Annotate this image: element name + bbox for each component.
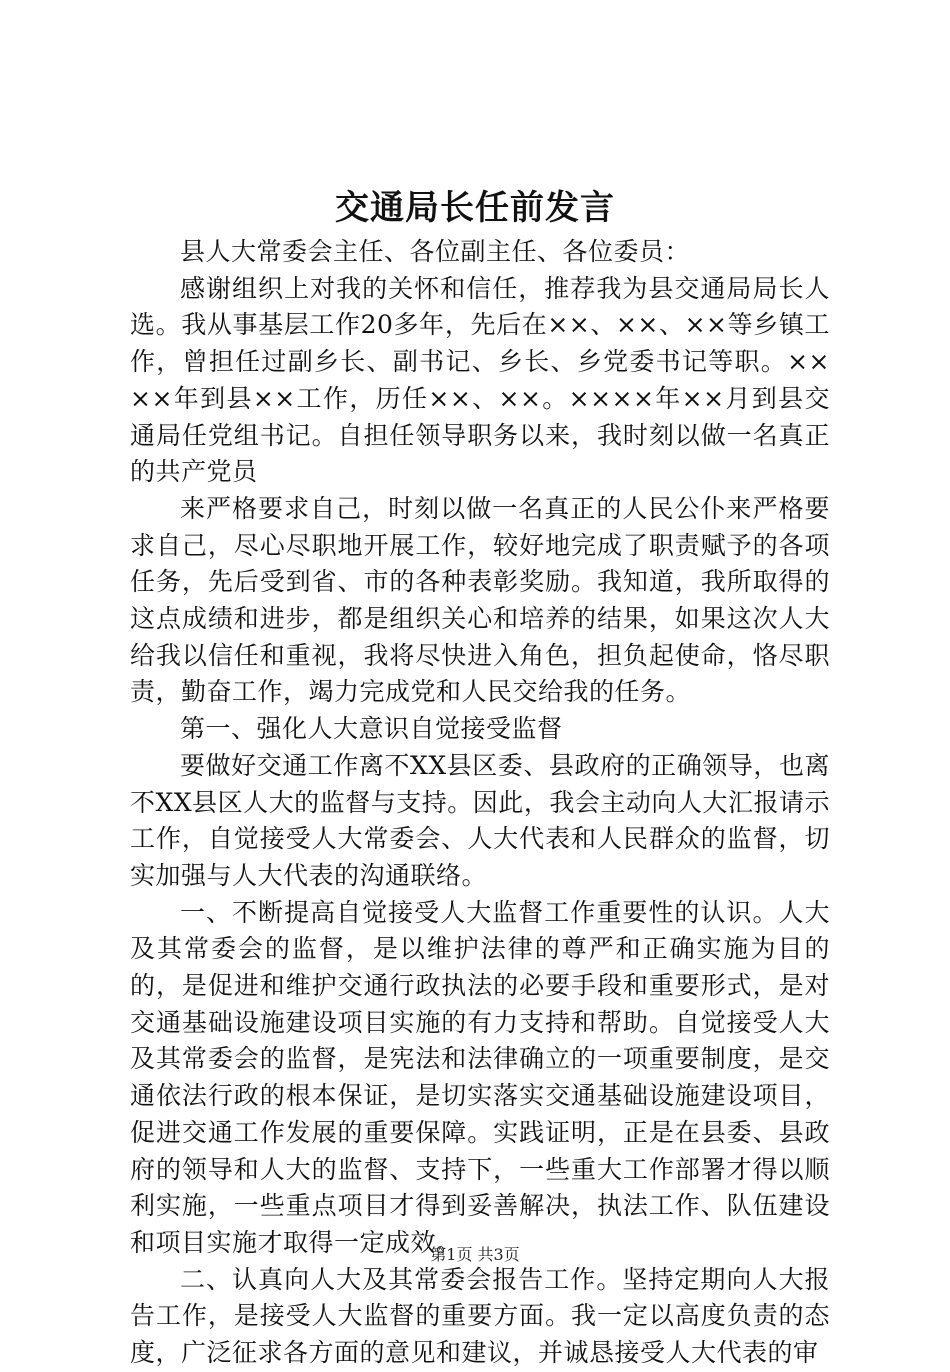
paragraph-point-one: 一、不断提高自觉接受人大监督工作重要性的认识。人大及其常委会的监督，是以维护法律的尊严和正确实施为目的的，是促进和维护交通行政执法的必要手段和重要形式，是对交通基础设施建设项目实施的有力支持和帮助。自觉接受人大及其常委会的监督，是宪法和法律确立的一项重要制度，是交通依法行政的根本保证，是切实落实交通基础设施建设项目，促进交通工作发展的重要保障。实践证明，正是在县委、县政府的领导和人大的监督、支持下，一些重大工作部署才得以顺利实施，一些重点项目才得到妥善解决，执法工作、队伍建设和项目实施才取得一定成效。 bbox=[130, 897, 830, 1257]
document-body bbox=[130, 234, 830, 1372]
paragraph-commitment: 来严格要求自己，时刻以做一名真正的人民公仆来严格要求自己，尽心尽职地开展工作，较好地完成了职责赋予的各项任务，先后受到省、市的各种表彰奖励。我知道，我所取得的这点成绩和进步，都是组织关心和培养的结果，如果这次人大给我以信任和重视，我将尽快进入角色，担负起使命，恪尽职责，勤奋工作，竭力完成党和人民交给我的任务。 bbox=[130, 493, 830, 707]
paragraph-salutation: 县人大常委会主任、各位副主任、各位委员： bbox=[180, 237, 691, 266]
paragraph-introduction: 感谢组织上对我的关怀和信任，推荐我为县交通局局长人选。我从事基层工作20多年，先后在××、××、××等乡镇工作，曾担任过副乡长、副书记、乡长、乡党委书记等职。××××年到县××工作，历任××、××。××××年××月到县交通局任党组书记。自担任领导职务以来，我时刻以做一名真正的共产党员 bbox=[130, 273, 830, 487]
paragraph-section-intro: 要做好交通工作离不XX县区委、县政府的正确领导，也离不XX县区人大的监督与支持。因此，我会主动向人大汇报请示工作，自觉接受人大常委会、人大代表和人民群众的监督，切实加强与人大代表的沟通联络。 bbox=[130, 750, 830, 890]
paragraph-point-two: 二、认真向人大及其常委会报告工作。坚持定期向人大报告工作，是接受人大监督的重要方面。我一定以高度负责的态度，广泛征求各方面的意见和建议，并诚恳接受人大代表的审 bbox=[130, 1264, 830, 1368]
paragraph-section-heading: 第一、强化人大意识自觉接受监督 bbox=[180, 714, 563, 744]
document-title: 交通局长任前发言 bbox=[335, 188, 615, 228]
page-footer: 第1页 共3页 bbox=[430, 1245, 520, 1264]
